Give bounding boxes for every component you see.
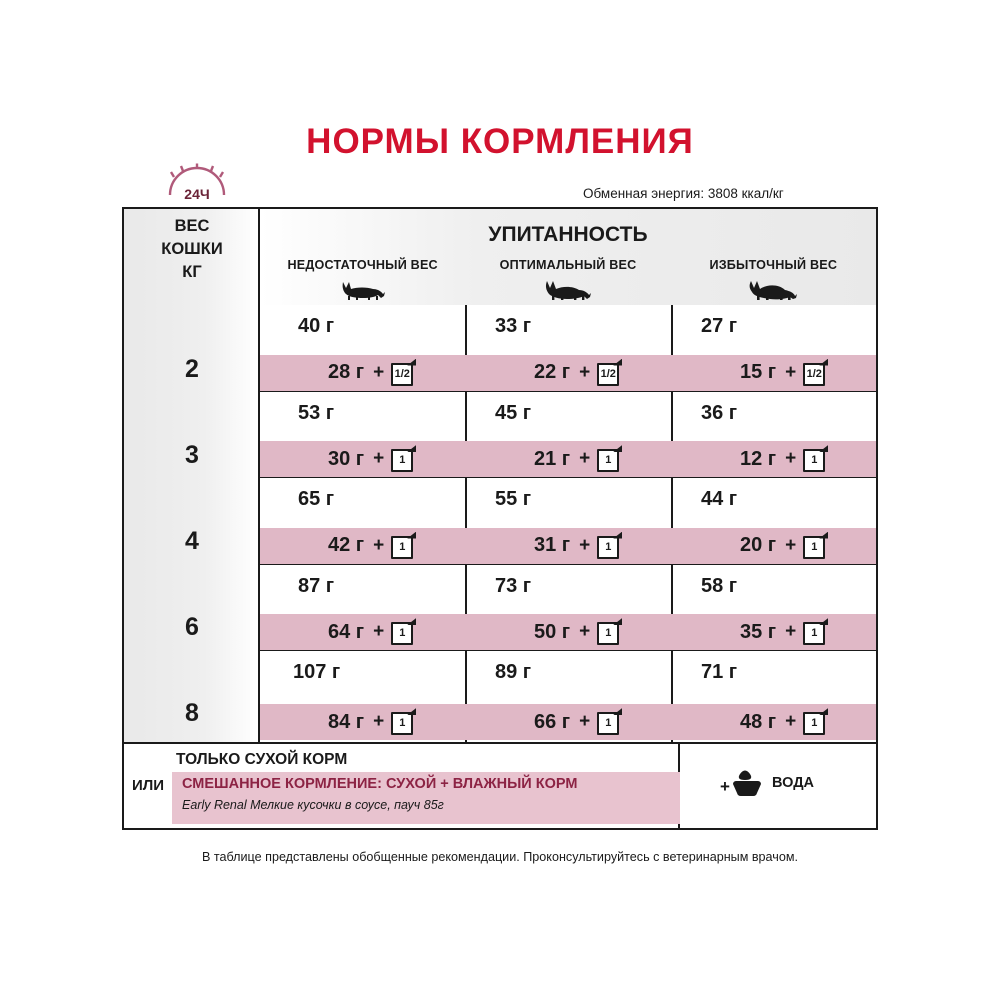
table-body [260, 305, 876, 742]
mixed-amount-underweight [328, 707, 415, 737]
plus-sign: + [373, 621, 385, 642]
weight-column [124, 209, 260, 742]
pouch-count: 1 [391, 449, 413, 472]
weight-value: 8 [185, 699, 199, 727]
table-row [260, 305, 876, 392]
mixed-dry-amount: 21 г [534, 447, 571, 470]
mixed-feeding-subtitle: Early Renal Мелкие кусочки в соусе, пауч 85г [182, 798, 444, 812]
pouch-icon [597, 360, 621, 386]
dry-amount: 87 г [298, 574, 335, 597]
dry-amount: 27 г [701, 315, 738, 337]
dry-amount: 33 г [495, 315, 532, 337]
weight-value: 2 [185, 355, 199, 383]
mixed-amount-optimal [534, 531, 621, 561]
pouch-count: 1 [597, 449, 619, 472]
pouch-icon [803, 360, 827, 386]
mixed-feeding-title: СМЕШАННОЕ КОРМЛЕНИЕ: СУХОЙ + ВЛАЖНЫЙ КОРМ [182, 776, 578, 792]
plus-sign: + [373, 711, 385, 732]
pouch-count: 1 [597, 536, 619, 559]
weight-header-line-1: ВЕС [174, 217, 210, 235]
svg-text:+: + [720, 777, 730, 796]
dry-amount: 58 г [701, 574, 738, 597]
metabolizable-energy: Обменная энергия: 3808 ккал/кг [583, 186, 784, 201]
pouch-count: 1 [803, 622, 825, 645]
legend-block [122, 744, 878, 830]
pouch-icon [391, 619, 415, 645]
pouch-count: 1 [391, 712, 413, 735]
plus-sign: + [785, 711, 797, 732]
condition-col-underweight [260, 258, 465, 305]
plus-sign: + [785, 361, 797, 383]
legend-water [682, 744, 876, 828]
table-row [260, 565, 876, 652]
condition-col-optimal [465, 258, 670, 305]
condition-col-underweight-label: НЕДОСТАТОЧНЫЙ ВЕС [287, 258, 438, 272]
footnote: В таблице представлены обобщенные рекомендации. Проконсультируйтесь с ветеринарным врачом. [201, 850, 799, 864]
table-row [260, 651, 876, 740]
mixed-amount-overweight [740, 617, 827, 647]
mixed-amount-optimal [534, 707, 621, 737]
mixed-amount-overweight [740, 531, 827, 561]
pouch-count: 1/2 [803, 363, 825, 386]
weight-value: 3 [185, 441, 199, 469]
mixed-dry-amount: 12 г [740, 447, 777, 470]
pouch-count: 1 [803, 536, 825, 559]
plus-sign: + [373, 448, 385, 469]
mixed-dry-amount: 50 г [534, 620, 571, 643]
mixed-dry-amount: 35 г [740, 620, 777, 643]
dry-amount: 36 г [701, 401, 738, 424]
mixed-feeding-legend [172, 772, 680, 824]
dry-amount: 45 г [495, 401, 532, 424]
condition-col-optimal-label: ОПТИМАЛЬНЫЙ ВЕС [499, 258, 637, 272]
pouch-icon [391, 446, 415, 472]
svg-text:24Ч: 24Ч [184, 186, 210, 202]
mixed-dry-amount: 30 г [328, 447, 365, 470]
pouch-icon [803, 446, 827, 472]
mixed-dry-amount: 31 г [534, 534, 571, 556]
dry-amount: 89 г [495, 661, 532, 683]
dry-amount: 73 г [495, 574, 532, 597]
pouch-count: 1/2 [597, 363, 619, 386]
pouch-icon [597, 446, 621, 472]
condition-title: УПИТАННОСТЬ [488, 223, 648, 246]
condition-col-overweight-label: ИЗБЫТОЧНЫЙ ВЕС [709, 258, 838, 272]
mixed-dry-amount: 48 г [740, 710, 777, 733]
dry-amount: 53 г [298, 401, 335, 424]
dry-amount: 44 г [701, 488, 738, 510]
mixed-amount-underweight [328, 531, 415, 561]
plus-sign: + [785, 448, 797, 469]
dry-amount: 55 г [495, 488, 532, 510]
plus-sign: + [579, 361, 591, 383]
mixed-dry-amount: 64 г [328, 620, 365, 643]
pouch-count: 1 [597, 622, 619, 645]
pouch-count: 1 [803, 449, 825, 472]
pouch-icon [391, 533, 415, 559]
mixed-dry-amount: 42 г [328, 534, 365, 556]
dry-amount: 107 г [293, 661, 341, 683]
mixed-amount-underweight [328, 617, 415, 647]
plus-sign: + [579, 621, 591, 642]
cat-thin-icon [337, 278, 389, 305]
cat-overweight-icon [745, 278, 801, 305]
mixed-dry-amount: 28 г [328, 361, 365, 383]
pouch-count: 1 [391, 622, 413, 645]
mixed-amount-underweight [328, 444, 415, 474]
cat-normal-icon [541, 278, 595, 305]
mixed-amount-overweight [740, 444, 827, 474]
dry-amount: 71 г [701, 661, 738, 683]
table-row [260, 478, 876, 565]
legend-feeding-modes [124, 744, 680, 828]
mixed-amount-optimal [534, 444, 621, 474]
weight-value: 6 [185, 613, 199, 641]
water-label: ВОДА [772, 775, 814, 791]
mixed-amount-optimal [534, 617, 621, 647]
water-bowl-icon [718, 766, 764, 800]
pouch-icon [803, 709, 827, 735]
pouch-icon [803, 533, 827, 559]
pouch-icon [597, 709, 621, 735]
pouch-icon [803, 619, 827, 645]
pouch-icon [391, 360, 415, 386]
mixed-dry-amount: 84 г [328, 710, 365, 733]
mixed-dry-amount: 22 г [534, 361, 571, 383]
weight-header-line-3: КГ [182, 263, 202, 281]
mixed-amount-optimal [534, 358, 621, 388]
pouch-icon [597, 619, 621, 645]
or-label: ИЛИ [132, 777, 165, 794]
pouch-icon [597, 533, 621, 559]
mixed-dry-amount: 20 г [740, 534, 777, 556]
table-row [260, 392, 876, 479]
mixed-dry-amount: 66 г [534, 710, 571, 733]
mixed-amount-overweight [740, 358, 827, 388]
pouch-count: 1 [391, 536, 413, 559]
pouch-count: 1 [597, 712, 619, 735]
feeding-table [122, 207, 878, 744]
weight-value: 4 [185, 527, 199, 555]
pouch-icon [391, 709, 415, 735]
weight-header-line-2: КОШКИ [161, 240, 223, 258]
plus-sign: + [579, 711, 591, 732]
plus-sign: + [373, 534, 385, 556]
plus-sign: + [579, 448, 591, 469]
weight-column-header [124, 215, 260, 284]
plus-sign: + [785, 621, 797, 642]
plus-sign: + [373, 361, 385, 383]
dry-amount: 40 г [298, 315, 335, 337]
mixed-amount-overweight [740, 707, 827, 737]
plus-sign: + [785, 534, 797, 556]
page-title: НОРМЫ КОРМЛЕНИЯ [306, 122, 694, 161]
condition-header [260, 209, 876, 305]
pouch-count: 1/2 [391, 363, 413, 386]
mixed-dry-amount: 15 г [740, 361, 777, 383]
dry-amount: 65 г [298, 488, 335, 510]
dry-only-label: ТОЛЬКО СУХОЙ КОРМ [176, 751, 348, 768]
clock-24h-icon [162, 163, 232, 207]
plus-sign: + [579, 534, 591, 556]
pouch-count: 1 [803, 712, 825, 735]
mixed-amount-underweight [328, 358, 415, 388]
condition-col-overweight [671, 258, 876, 305]
